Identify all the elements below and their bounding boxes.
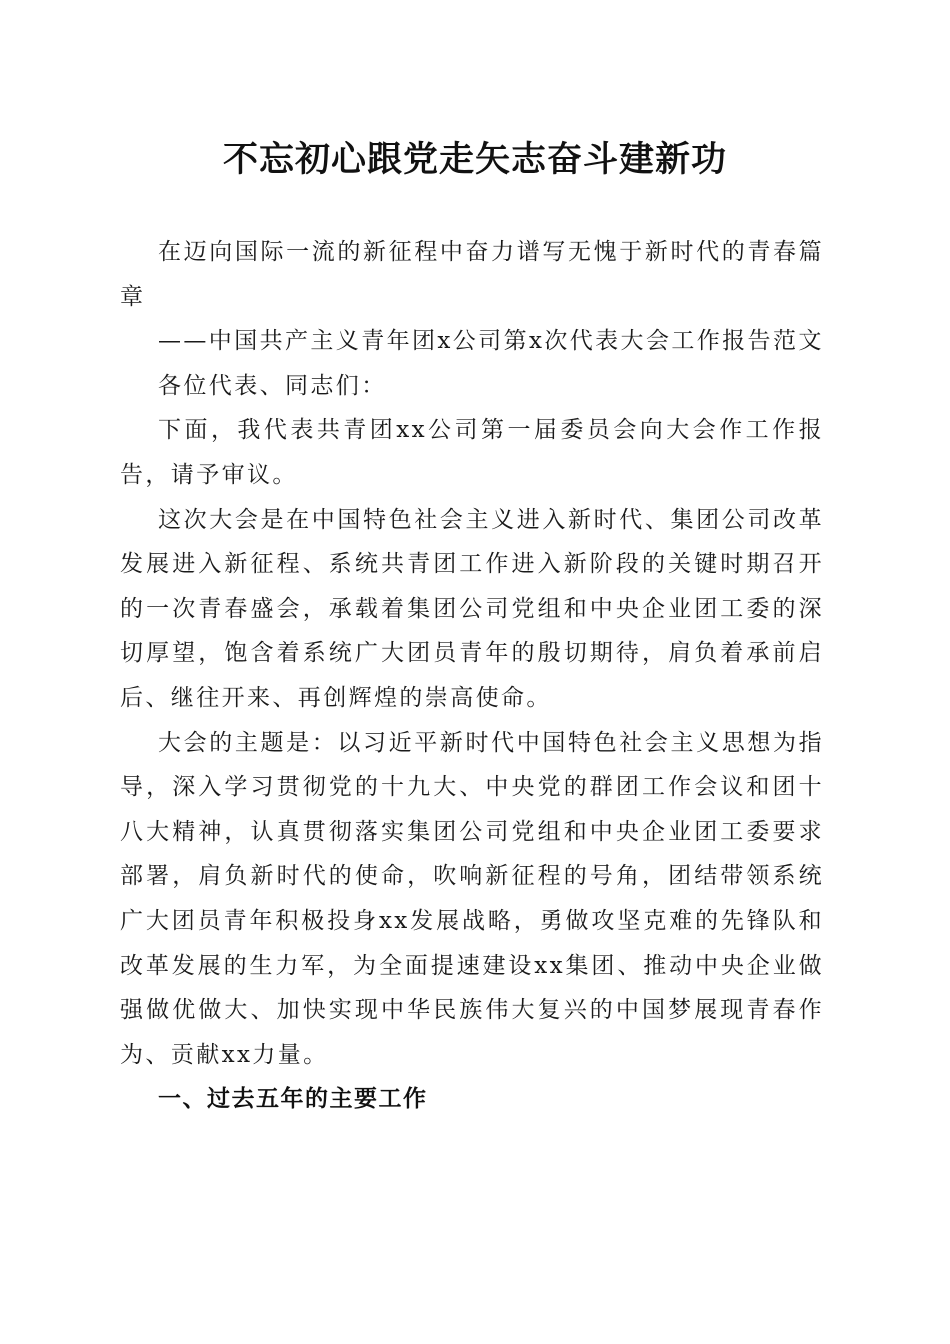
document-title: 不忘初心跟党走矢志奋斗建新功 bbox=[222, 139, 727, 180]
paragraph-2: 这次大会是在中国特色社会主义进入新时代、集团公司改革发展进入新征程、系统共青团工作进入新阶段的关键时期召开的一次青春盛会，承载着集团公司党组和中央企业团工委的深切厚望，饱含着系统广大团员青年的殷切期待，肩负着承前启后、继往开来、再创辉煌的崇高使命。 bbox=[120, 506, 824, 711]
section-heading: 一、过去五年的主要工作 bbox=[158, 1086, 428, 1113]
subtitle: 在迈向国际一流的新征程中奋力谱写无愧于新时代的青春篇章 bbox=[120, 239, 824, 310]
subtitle-2: ——中国共产主义青年团x公司第x次代表大会工作报告范文 bbox=[158, 328, 824, 355]
salutation: 各位代表、同志们： bbox=[158, 372, 387, 399]
paragraph-3: 大会的主题是：以习近平新时代中国特色社会主义思想为指导，深入学习贯彻党的十九大、中央党的群团工作会议和团十八大精神，认真贯彻落实集团公司党组和中央企业团工委要求部署，肩负新时代的使命，吹响新征程的号角，团结带领系统广大团员青年积极投身xx发展战略，勇做攻坚克难的先锋队和改革发展的生力军，为全面提速建设xx集团、推动中央企业做强做优做大、加快实现中华民族伟大复兴的中国梦展现青春作为、贡献xx力量。 bbox=[120, 729, 824, 1068]
document-body bbox=[120, 230, 824, 1122]
paragraph-1: 下面，我代表共青团xx公司第一届委员会向大会作工作报告，请予审议。 bbox=[120, 417, 824, 488]
